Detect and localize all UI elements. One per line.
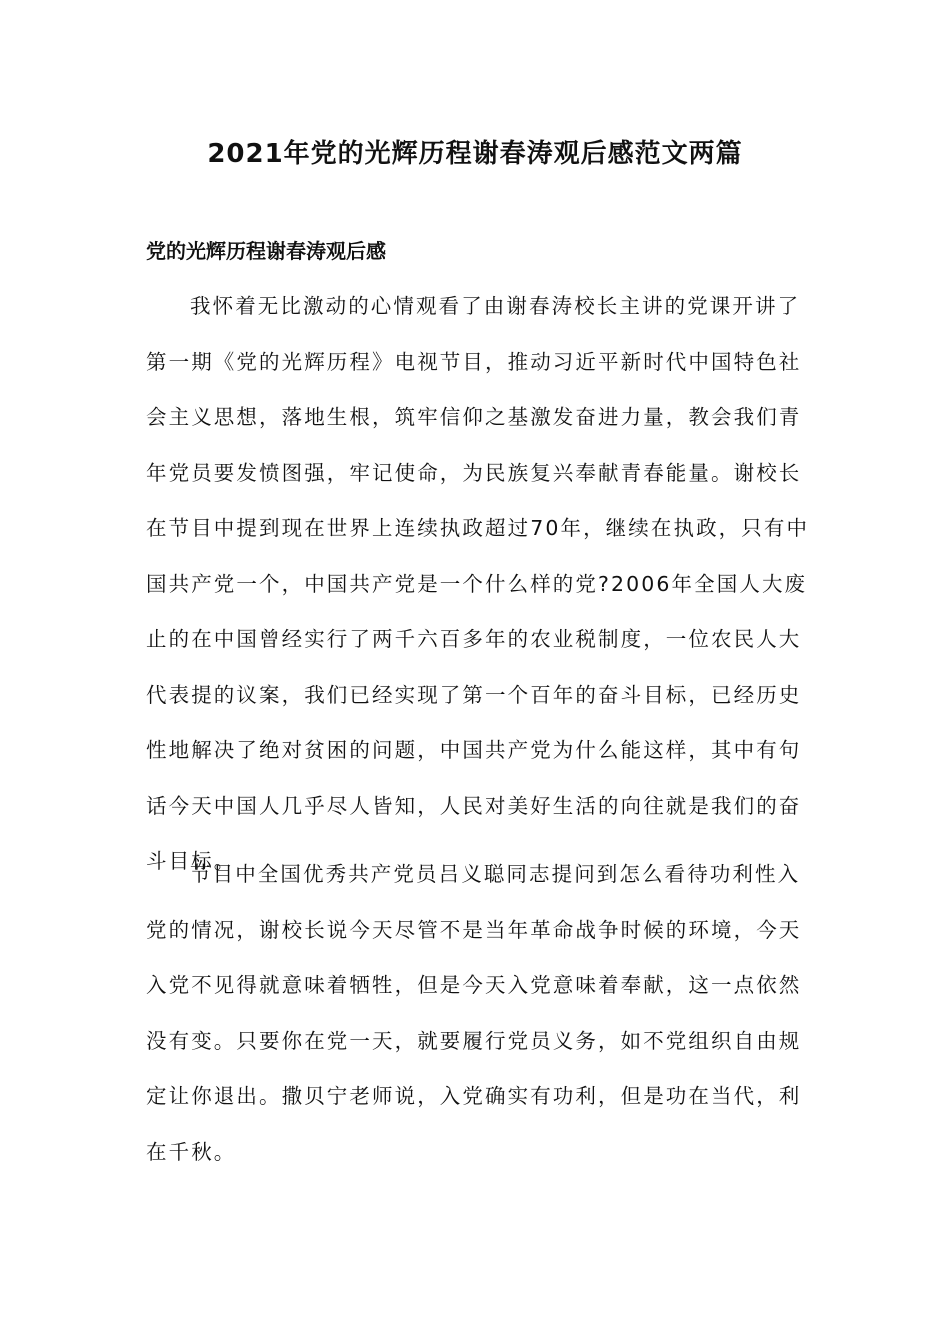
document-title: 2021年党的光辉历程谢春涛观后感范文两篇	[207, 139, 743, 169]
paragraph-line: 党的情况，谢校长说今天尽管不是当年革命战争时候的环境，今天	[146, 917, 802, 942]
paragraph-line: 会主义思想，落地生根，筑牢信仰之基激发奋进力量，教会我们青	[146, 405, 802, 429]
paragraph-line: 斗目标。	[146, 849, 237, 873]
paragraph-line: 在节目中提到现在世界上连续执政超过70年，继续在执政，只有中	[146, 516, 810, 540]
paragraph-line: 国共产党一个，中国共产党是一个什么样的党?2006年全国人大废	[146, 571, 808, 596]
paragraph-line: 性地解决了绝对贫困的问题，中国共产党为什么能这样，其中有句	[146, 738, 802, 762]
paragraph-line: 年党员要发愤图强，牢记使命，为民族复兴奉献青春能量。谢校长	[146, 460, 802, 485]
paragraph-line: 代表提的议案，我们已经实现了第一个百年的奋斗目标，已经历史	[146, 682, 802, 707]
paragraph-2	[146, 854, 806, 1187]
paragraph-line: 止的在中国曾经实行了两千六百多年的农业税制度，一位农民人大	[146, 627, 802, 651]
paragraph-line: 话今天中国人几乎尽人皆知，人民对美好生活的向往就是我们的奋	[146, 793, 802, 818]
paragraph-line: 第一期《党的光辉历程》电视节目，推动习近平新时代中国特色社	[146, 349, 802, 374]
paragraph-1	[146, 286, 810, 897]
paragraph-line: 我怀着无比激动的心情观看了由谢春涛校长主讲的党课开讲了	[190, 294, 801, 318]
section-heading: 党的光辉历程谢春涛观后感	[146, 239, 386, 263]
paragraph-line: 定让你退出。撒贝宁老师说，入党确实有功利，但是功在当代，利	[146, 1084, 802, 1108]
paragraph-line: 入党不见得就意味着牺牲，但是今天入党意味着奉献，这一点依然	[146, 973, 802, 997]
paragraph-line: 没有变。只要你在党一天，就要履行党员义务，如不党组织自由规	[146, 1028, 802, 1053]
paragraph-line: 节目中全国优秀共产党员吕义聪同志提问到怎么看待功利性入	[190, 862, 801, 886]
paragraph-line: 在千秋。	[146, 1139, 237, 1164]
